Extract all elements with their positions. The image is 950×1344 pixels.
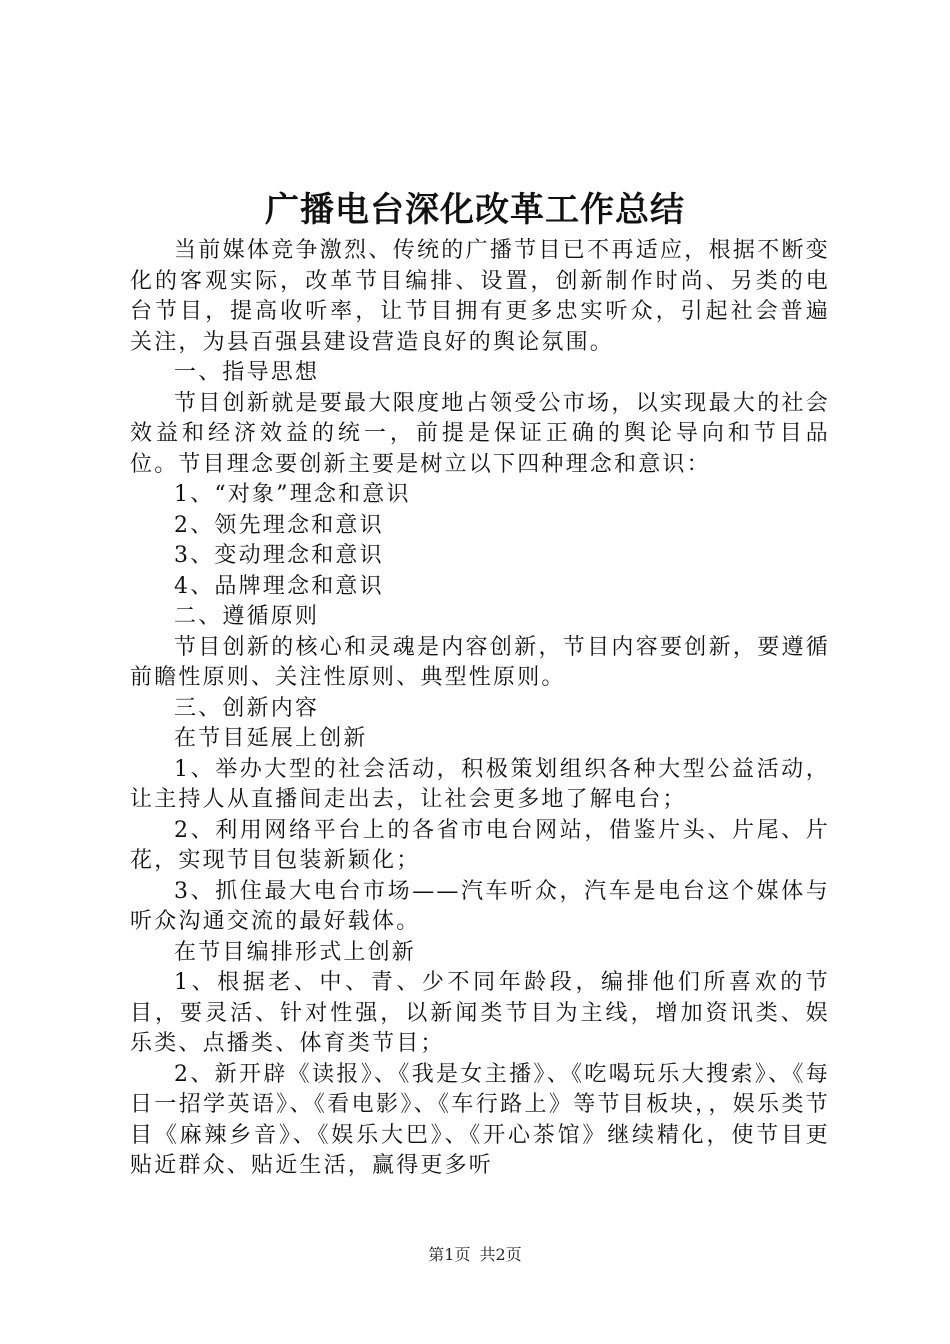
section-heading-guiding-thought: 一、指导思想: [174, 360, 320, 385]
list-item-concept-2: 2、领先理念和意识: [174, 512, 384, 538]
list-item-extension-3: 3、抓住最大电台市场——汽车听众，汽车是电台这个媒体与听众沟通交流的最好载体。: [130, 878, 830, 934]
list-item-concept-3: 3、变动理念和意识: [174, 543, 384, 568]
document-title: 广播电台深化改革工作总结: [265, 190, 685, 230]
paragraph-guiding-thought: 节目创新就是要最大限度地占领受公市场，以实现最大的社会效益和经济效益的统一，前提是保证正确的舆论导向和节目品位。节目理念要创新主要是树立以下四种理念和意识：: [130, 390, 830, 477]
subheading-extension: 在节目延展上创新: [174, 726, 368, 751]
list-item-concept-1: 1、“对象”理念和意识: [174, 482, 411, 507]
paragraph-principles: 节目创新的核心和灵魂是内容创新，节目内容要创新，要遵循前瞻性原则、关注性原则、典型性原则。: [130, 634, 830, 690]
page-total: 共2页: [479, 1245, 522, 1264]
subheading-scheduling: 在节目编排形式上创新: [174, 939, 417, 965]
list-item-extension-2: 2、利用网络平台上的各省市电台网站，借鉴片头、片尾、片花，实现节目包装新颖化；: [130, 817, 830, 873]
page-number: 第1页: [428, 1245, 471, 1264]
document-body: [130, 236, 830, 1182]
page-footer: [0, 1244, 950, 1266]
paragraph-intro: 当前媒体竞争激烈、传统的广播节目已不再适应，根据不断变化的客观实际，改革节目编排、设置，创新制作时尚、另类的电台节目，提高收听率，让节目拥有更多忠实听众，引起社会普遍关注，为县百强县建设营造良好的舆论氛围。: [130, 238, 830, 355]
list-item-scheduling-1: 1、根据老、中、青、少不同年龄段，编排他们所喜欢的节目，要灵活、针对性强，以新闻类节目为主线，增加资讯类、娱乐类、点播类、体育类节目；: [130, 970, 830, 1056]
section-heading-innovation: 三、创新内容: [174, 695, 320, 721]
list-item-scheduling-2: 2、新开辟《读报》、《我是女主播》、《吃喝玩乐大搜索》、《每日一招学英语》、《看电影》、《车行路上》等节目板块，，娱乐类节目《麻辣乡音》、《娱乐大巴》、《开心茶馆》继续精化，使节目更贴近群众、贴近生活，赢得更多听: [130, 1061, 830, 1178]
section-heading-principles: 二、遵循原则: [174, 604, 320, 629]
list-item-extension-1: 1、举办大型的社会活动，积极策划组织各种大型公益活动，让主持人从直播间走出去，让社会更多地了解电台；: [130, 756, 830, 812]
list-item-concept-4: 4、品牌理念和意识: [174, 573, 384, 599]
